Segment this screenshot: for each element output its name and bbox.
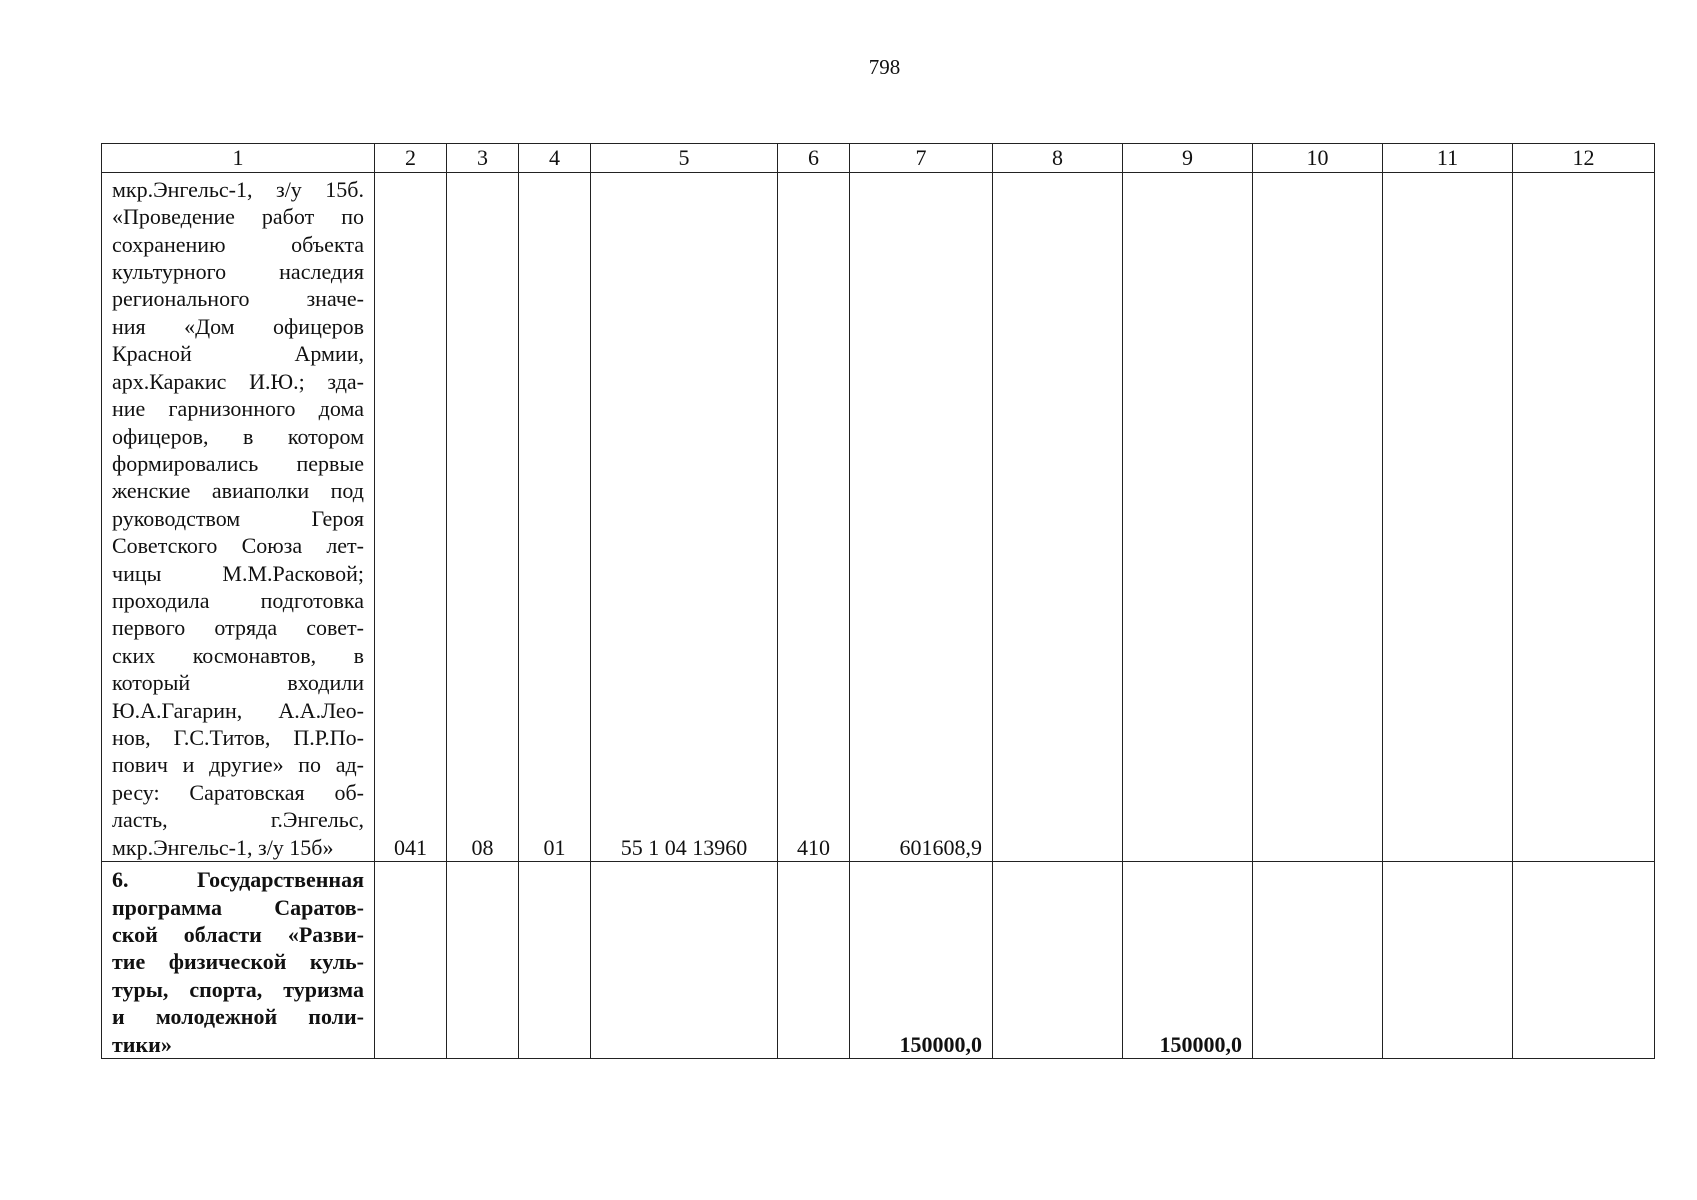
column-header: 1 [102, 144, 375, 173]
table-row [102, 862, 1655, 1059]
description-line: пович и другие» по ад- [112, 752, 364, 778]
description-line: регионального значе- [112, 286, 364, 312]
cell-amount: 150000,0 [850, 862, 993, 1059]
description-line: ских космонавтов, в [112, 642, 364, 668]
cell-section [447, 862, 519, 1059]
description-line: ласть, г.Энгельс, [112, 807, 364, 833]
description-line: ской области «Разви- [112, 921, 364, 947]
description-line: Ю.А.Гагарин, А.А.Лео- [112, 697, 364, 723]
cell-expense-type [778, 862, 850, 1059]
cell-subsection [519, 862, 591, 1059]
cell-col11 [1383, 862, 1513, 1059]
table-row [102, 173, 1655, 862]
description-line: культурного наследия [112, 259, 364, 285]
cell-amount: 601608,9 [850, 173, 993, 862]
description-line: программа Саратов- [112, 894, 364, 920]
column-number-row [102, 144, 1655, 173]
column-header: 10 [1253, 144, 1383, 173]
description-line: формировались первые [112, 450, 364, 476]
description-line: который входили [112, 670, 364, 696]
cell-col9: 150000,0 [1123, 862, 1253, 1059]
cell-col9 [1123, 173, 1253, 862]
cell-section: 08 [447, 173, 519, 862]
description-line: тики» [112, 1031, 172, 1057]
cell-col10 [1253, 862, 1383, 1059]
description-line: туры, спорта, туризма [112, 976, 364, 1002]
column-header: 11 [1383, 144, 1513, 173]
description-line: Красной Армии, [112, 341, 364, 367]
cell-ministry-code [375, 862, 447, 1059]
column-header: 5 [591, 144, 778, 173]
column-header: 8 [993, 144, 1123, 173]
description-line: тие физической куль- [112, 949, 364, 975]
cell-subsection: 01 [519, 173, 591, 862]
description-line: руководством Героя [112, 505, 364, 531]
description-line: нов, Г.С.Титов, П.Р.По- [112, 724, 364, 750]
column-header: 2 [375, 144, 447, 173]
description-line: мкр.Энгельс-1, з/у 15б. [112, 176, 364, 202]
budget-table [101, 143, 1655, 1059]
description-line: мкр.Энгельс-1, з/у 15б» [112, 834, 334, 860]
page-number: 798 [868, 55, 901, 79]
description-line: арх.Каракис И.Ю.; зда- [112, 368, 364, 394]
description-line: 6. Государственная [112, 867, 364, 893]
description-line: «Проведение работ по [112, 204, 364, 230]
cell-target-article: 55 1 04 13960 [591, 173, 778, 862]
description-line: чицы М.М.Расковой; [112, 560, 364, 586]
description-line: ния «Дом офицеров [112, 313, 364, 339]
description-line: ресу: Саратовская об- [112, 779, 364, 805]
description-line: Советского Союза лет- [112, 533, 364, 559]
cell-col12 [1513, 862, 1655, 1059]
column-header: 9 [1123, 144, 1253, 173]
row-description [102, 862, 375, 1059]
cell-ministry-code: 041 [375, 173, 447, 862]
row-description [102, 173, 375, 862]
cell-expense-type: 410 [778, 173, 850, 862]
description-line: сохранению объекта [112, 231, 364, 257]
column-header: 4 [519, 144, 591, 173]
column-header: 7 [850, 144, 993, 173]
description-line: и молодежной поли- [112, 1004, 364, 1030]
description-line: ние гарнизонного дома [112, 396, 364, 422]
column-header: 12 [1513, 144, 1655, 173]
column-header: 6 [778, 144, 850, 173]
description-line: женские авиаполки под [112, 478, 364, 504]
cell-col8 [993, 862, 1123, 1059]
cell-col8 [993, 173, 1123, 862]
description-line: офицеров, в котором [112, 423, 364, 449]
cell-col10 [1253, 173, 1383, 862]
description-line: проходила подготовка [112, 587, 364, 613]
description-line: первого отряда совет- [112, 615, 364, 641]
cell-target-article [591, 862, 778, 1059]
column-header: 3 [447, 144, 519, 173]
cell-col11 [1383, 173, 1513, 862]
cell-col12 [1513, 173, 1655, 862]
